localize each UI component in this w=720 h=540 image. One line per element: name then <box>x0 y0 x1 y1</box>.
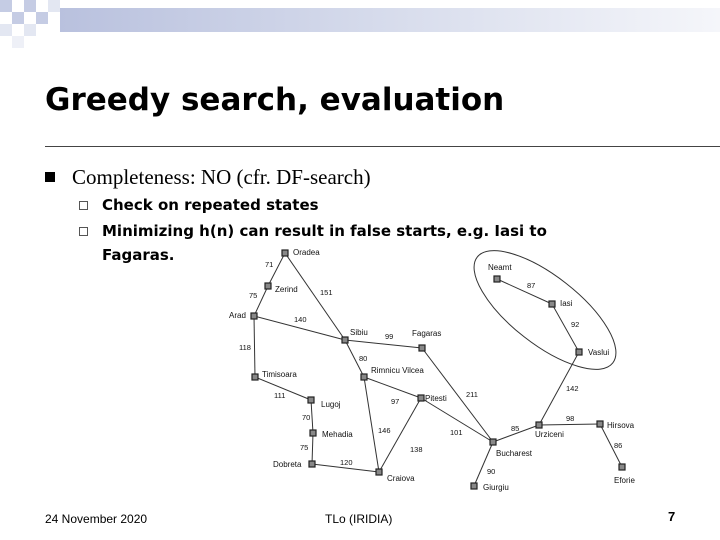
city-label-eforie: Eforie <box>614 476 635 485</box>
distance-label: 98 <box>566 414 575 423</box>
city-node-arad <box>251 313 257 319</box>
city-node-bucharest <box>490 439 496 445</box>
city-node-zerind <box>265 283 271 289</box>
city-label-pitesti: Pitesti <box>425 394 447 403</box>
city-label-timisoara: Timisoara <box>262 370 297 379</box>
city-label-lugoj: Lugoj <box>321 400 341 409</box>
distance-label: 142 <box>566 384 579 393</box>
city-label-oradea: Oradea <box>293 248 320 257</box>
slide-title: Greedy search, evaluation <box>45 82 505 118</box>
city-node-pitesti <box>418 395 424 401</box>
distance-label: 87 <box>527 281 536 290</box>
city-label-urziceni: Urziceni <box>535 430 564 439</box>
subbullet-false-starts: Minimizing h(n) can result in false starts, e.g. Iasi to <box>102 222 547 240</box>
page-number: 7 <box>668 509 676 524</box>
city-labels <box>229 248 635 492</box>
city-label-mehadia: Mehadia <box>322 430 353 439</box>
city-node-timisoara <box>252 374 258 380</box>
city-node-lugoj <box>308 397 314 403</box>
distance-label: 146 <box>378 426 391 435</box>
city-label-bucharest: Bucharest <box>496 449 533 458</box>
city-label-dobreta: Dobreta <box>273 460 302 469</box>
city-node-sibiu <box>342 337 348 343</box>
distance-label: 90 <box>487 467 496 476</box>
city-node-neamt <box>494 276 500 282</box>
distance-label: 85 <box>511 424 520 433</box>
city-node-rimnicu <box>361 374 367 380</box>
city-label-hirsova: Hirsova <box>607 421 635 430</box>
distance-label: 75 <box>300 443 309 452</box>
city-node-eforie <box>619 464 625 470</box>
city-node-vaslui <box>576 349 582 355</box>
distance-label: 70 <box>302 413 311 422</box>
city-node-urziceni <box>536 422 542 428</box>
distance-label: 151 <box>320 288 333 297</box>
distance-label: 80 <box>359 354 368 363</box>
city-label-vaslui: Vaslui <box>588 348 610 357</box>
city-node-iasi <box>549 301 555 307</box>
distance-label: 92 <box>571 320 580 329</box>
distance-label: 71 <box>265 260 274 269</box>
distance-label: 101 <box>450 428 463 437</box>
city-label-zerind: Zerind <box>275 285 298 294</box>
bullet-completeness: Completeness: NO (cfr. DF-search) <box>72 165 371 189</box>
city-label-arad: Arad <box>229 311 246 320</box>
city-node-craiova <box>376 469 382 475</box>
city-node-fagaras <box>419 345 425 351</box>
city-label-fagaras: Fagaras <box>412 329 442 338</box>
distance-label: 211 <box>466 390 478 399</box>
city-node-dobreta <box>309 461 315 467</box>
distance-label: 97 <box>391 397 400 406</box>
city-label-neamt: Neamt <box>488 263 512 272</box>
city-label-giurgiu: Giurgiu <box>483 483 509 492</box>
footer-author: TLo (IRIDIA) <box>325 512 393 526</box>
subbullet-false-starts-continued: Fagaras. <box>102 246 175 264</box>
city-node-giurgiu <box>471 483 477 489</box>
distance-label: 138 <box>410 445 423 454</box>
distance-label: 99 <box>385 332 394 341</box>
distance-label: 111 <box>274 391 286 400</box>
city-label-rimnicu: Rimnicu Vilcea <box>371 366 424 375</box>
subbullet-repeated-states: Check on repeated states <box>102 196 319 214</box>
city-label-iasi: Iasi <box>560 299 573 308</box>
city-node-mehadia <box>310 430 316 436</box>
city-label-sibiu: Sibiu <box>350 328 368 337</box>
city-node-oradea <box>282 250 288 256</box>
distance-label: 140 <box>294 315 307 324</box>
distance-label: 120 <box>340 458 353 467</box>
footer-date: 24 November 2020 <box>45 512 148 526</box>
city-label-craiova: Craiova <box>387 474 415 483</box>
highlight-ellipse <box>456 230 633 389</box>
road-network <box>254 253 622 486</box>
distance-label: 75 <box>249 291 258 300</box>
distance-label: 118 <box>239 343 251 352</box>
distance-label: 86 <box>614 441 623 450</box>
city-node-hirsova <box>597 421 603 427</box>
